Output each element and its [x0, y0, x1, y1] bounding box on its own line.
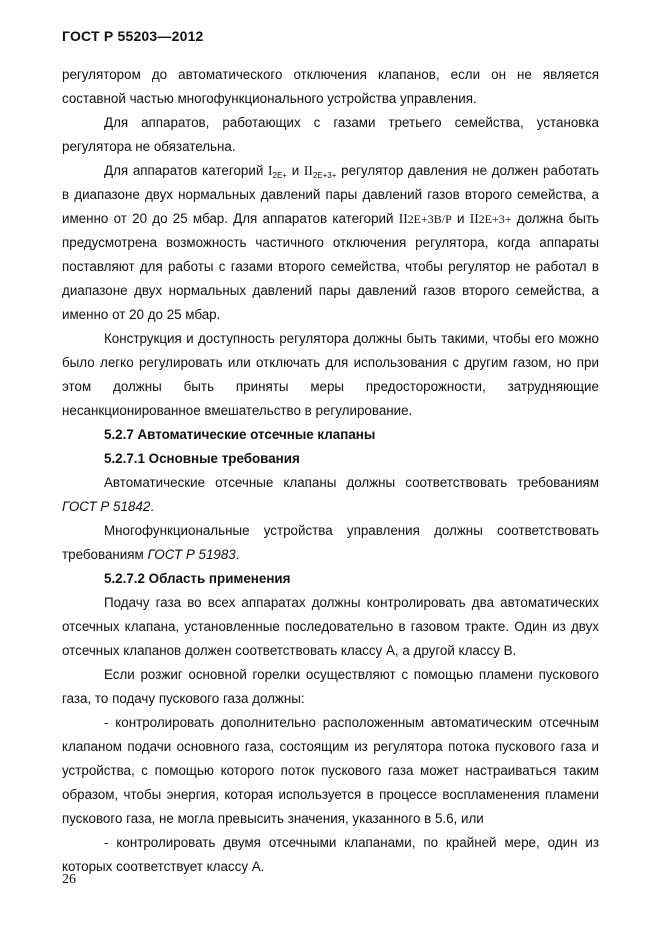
paragraph-continuation: регулятором до автоматического отключения клапанов, если он не является составной частью многофункционального устройства управления. [62, 67, 599, 106]
category-subscript: 2E+3+ [312, 171, 337, 180]
category-symbol: II [398, 211, 408, 226]
text-segment: Для аппаратов категорий [104, 163, 269, 178]
paragraph-multifunction-requirements [62, 519, 599, 567]
category-subscript-inline: 2E+3B/P [407, 212, 452, 226]
text-segment: . [235, 547, 240, 562]
paragraph-categories [62, 159, 599, 327]
category-subscript: 2E+ [272, 171, 287, 180]
category-symbol: II [469, 211, 479, 226]
text-segment: Многофункциональные устройства управления должны соответствовать требованиям [62, 523, 599, 562]
document-body [62, 63, 599, 879]
standard-reference: ГОСТ Р 51842 [62, 499, 151, 514]
document-header: ГОСТ Р 55203—2012 [62, 28, 204, 44]
paragraph-third-family: Для аппаратов, работающих с газами третьего семейства, установка регулятора не обязательна. [62, 115, 599, 154]
paragraph-valve-requirements [62, 471, 599, 519]
paragraph-gas-supply: Подачу газа во всех аппаратах должны контролировать два автоматических отсечных клапана, установленные последовательно в газовом тракте. Один из двух отсечных клапанов должен соответствовать классу А, а другой классу В. [62, 595, 599, 658]
text-segment: Автоматические отсечные клапаны должны соответствовать требованиям [104, 475, 599, 490]
text-segment: регулятор давления не должен работать в диапазоне двух нормальных давлений пары давлений газов второго семейства, а именно от 20 до 25 мбар. Для аппаратов категорий [62, 163, 600, 226]
text-segment: должна быть предусмотрена возможность частичного отключения регулятора, когда аппараты поставляют для работы с газами второго семейства, чтобы регулятор не работал в диапазоне двух нормальных давлений пары давлений газов второго семейства, а именно от 20 до 25 мбар. [62, 211, 600, 322]
category-symbol: I [268, 163, 273, 178]
category-symbol: II [303, 163, 313, 178]
section-heading-5-2-7-2: 5.2.7.2 Область применения [104, 571, 291, 586]
text-segment: и [451, 211, 470, 226]
page-number: 26 [62, 872, 76, 887]
section-heading-5-2-7: 5.2.7 Автоматические отсечные клапаны [104, 427, 376, 442]
text-segment: . [150, 499, 155, 514]
standard-reference: ГОСТ Р 51983 [147, 547, 236, 562]
section-heading-5-2-7-1: 5.2.7.1 Основные требования [104, 451, 300, 466]
category-subscript-inline: 2E+3+ [478, 212, 512, 226]
list-item: - контролировать дополнительно расположенным автоматическим отсечным клапаном подачи основного газа, состоящим из регулятора потока пускового газа и устройства, с помощью которого поток пускового газа может настраиваться таким образом, чтобы энергия, которая используется в процессе воспламенения пламени пускового газа, не могла превысить значения, указанного в 5.6, или [62, 715, 599, 826]
paragraph-construction: Конструкция и доступность регулятора должны быть такими, чтобы его можно было легко регулировать или отключать для использования с другим газом, но при этом должны быть приняты меры предосторожности, затрудняющие несанкционированное вмешательство в регулирование. [62, 331, 599, 418]
list-item: - контролировать двумя отсечными клапанами, по крайней мере, один из которых соответствует классу А. [62, 835, 599, 874]
paragraph-ignition: Если розжиг основной горелки осуществляют с помощью пламени пускового газа, то подачу пускового газа должны: [62, 667, 599, 706]
text-segment: и [286, 163, 304, 178]
